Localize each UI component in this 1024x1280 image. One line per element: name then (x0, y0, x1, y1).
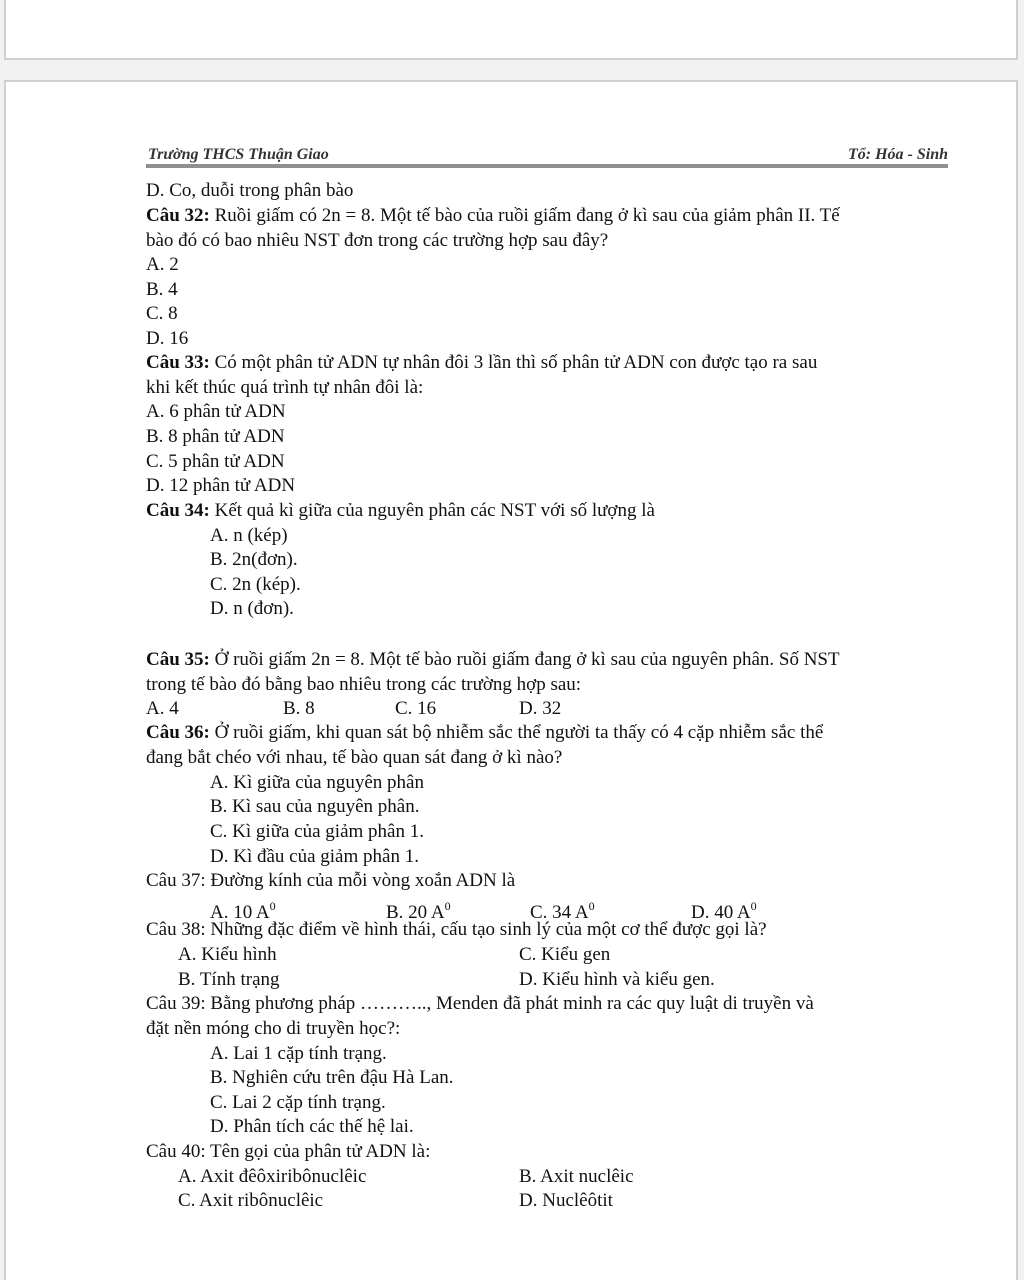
q35-option-c: C. 16 (395, 698, 437, 719)
q38-option-d: D. Kiểu hình và kiểu gen. (519, 969, 715, 990)
q35-line-1: Câu 35: Ở ruồi giấm 2n = 8. Một tế bào ruồi giấm đang ở kì sau của nguyên phân. Số NST (146, 649, 840, 670)
q36-option-b: B. Kì sau của nguyên phân. (210, 796, 420, 817)
q34-option-c: C. 2n (kép). (210, 574, 301, 595)
q33-line-2: khi kết thúc quá trình tự nhân đôi là: (146, 377, 424, 398)
q37-option-c: C. 34 $A^0$ (530, 899, 595, 923)
q34-option-a: A. n (kép) (210, 525, 288, 546)
q33-option-c: C. 5 phân tử ADN (146, 451, 285, 472)
q33-option-d: D. 12 phân tử ADN (146, 475, 296, 496)
q39-option-a: A. Lai 1 cặp tính trạng. (210, 1043, 387, 1064)
q39-line-2: đặt nền móng cho di truyền học?: (146, 1018, 401, 1039)
q38-option-b: B. Tính trạng (178, 969, 280, 990)
q37-option-d: D. 40 $A^0$ (691, 899, 757, 923)
q37-option-b: B. 20 $A^0$ (386, 899, 451, 923)
q40-option-d: D. Nuclêôtit (519, 1190, 613, 1211)
q34-label: Câu 34: (146, 500, 210, 521)
q32-option-c: C. 8 (146, 303, 178, 324)
q37-line-1: Câu 37: Đường kính của mỗi vòng xoắn ADN là (146, 870, 516, 891)
q33-label: Câu 33: (146, 352, 210, 373)
header-divider (146, 164, 948, 168)
q33-line-1: Câu 33: Có một phân tử ADN tự nhân đôi 3 lần thì số phân tử ADN con được tạo ra sau (146, 352, 818, 373)
q38-option-c: C. Kiểu gen (519, 944, 611, 965)
q33-option-a: A. 6 phân tử ADN (146, 401, 286, 422)
q36-line-1: Câu 36: Ở ruồi giấm, khi quan sát bộ nhiễm sắc thể người ta thấy có 4 cặp nhiễm sắc thể (146, 722, 824, 743)
q32-line-1: Câu 32: Ruồi giấm có 2n = 8. Một tế bào của ruồi giấm đang ở kì sau của giảm phân II. Tế (146, 205, 840, 226)
q39-option-d: D. Phân tích các thế hệ lai. (210, 1116, 414, 1137)
q40-option-a: A. Axit đêôxiribônuclêic (178, 1166, 367, 1187)
q40-option-c: C. Axit ribônuclêic (178, 1190, 324, 1211)
q36-option-a: A. Kì giữa của nguyên phân (210, 772, 424, 793)
q40-option-b: B. Axit nuclêic (519, 1166, 634, 1187)
q35-line-2: trong tế bào đó bằng bao nhiêu trong các trường hợp sau: (146, 674, 582, 695)
q36-option-d: D. Kì đầu của giảm phân 1. (210, 846, 419, 867)
page-header (146, 146, 948, 166)
q35-option-b: B. 8 (283, 698, 315, 719)
q32-label: Câu 32: (146, 205, 210, 226)
q39-option-b: B. Nghiên cứu trên đậu Hà Lan. (210, 1067, 454, 1088)
previous-page-edge (4, 0, 1018, 60)
q32-option-b: B. 4 (146, 279, 178, 300)
q39-option-c: C. Lai 2 cặp tính trạng. (210, 1092, 386, 1113)
q35-label: Câu 35: (146, 649, 210, 670)
q33-option-b: B. 8 phân tử ADN (146, 426, 285, 447)
q38-option-a: A. Kiểu hình (178, 944, 277, 965)
q31-option-d: D. Co, duỗi trong phân bào (146, 180, 354, 201)
q38-line-1: Câu 38: Những đặc điểm về hình thái, cấu tạo sinh lý của một cơ thể được gọi là? (146, 919, 767, 940)
q39-line-1: Câu 39: Bằng phương pháp ……….., Menden đã phát minh ra các quy luật di truyền và (146, 993, 814, 1014)
q37-option-a: A. 10 $A^0$ (210, 899, 276, 923)
q32-option-a: A. 2 (146, 254, 179, 275)
header-group: Tổ: Hóa - Sinh (847, 146, 948, 163)
q35-option-a: A. 4 (146, 698, 179, 719)
header-school: Trường THCS Thuận Giao (148, 146, 329, 163)
q35-option-d: D. 32 (519, 698, 562, 719)
q40-line-1: Câu 40: Tên gọi của phân tử ADN là: (146, 1141, 431, 1162)
q34-option-b: B. 2n(đơn). (210, 549, 298, 570)
q36-line-2: đang bắt chéo với nhau, tế bào quan sát đang ở kì nào? (146, 747, 563, 768)
q36-label: Câu 36: (146, 722, 210, 743)
q34-line-1: Câu 34: Kết quả kì giữa của nguyên phân các NST với số lượng là (146, 500, 655, 521)
q32-option-d: D. 16 (146, 328, 189, 349)
q34-option-d: D. n (đơn). (210, 598, 294, 619)
q36-option-c: C. Kì giữa của giảm phân 1. (210, 821, 424, 842)
q32-line-2: bào đó có bao nhiêu NST đơn trong các trường hợp sau đây? (146, 230, 609, 251)
